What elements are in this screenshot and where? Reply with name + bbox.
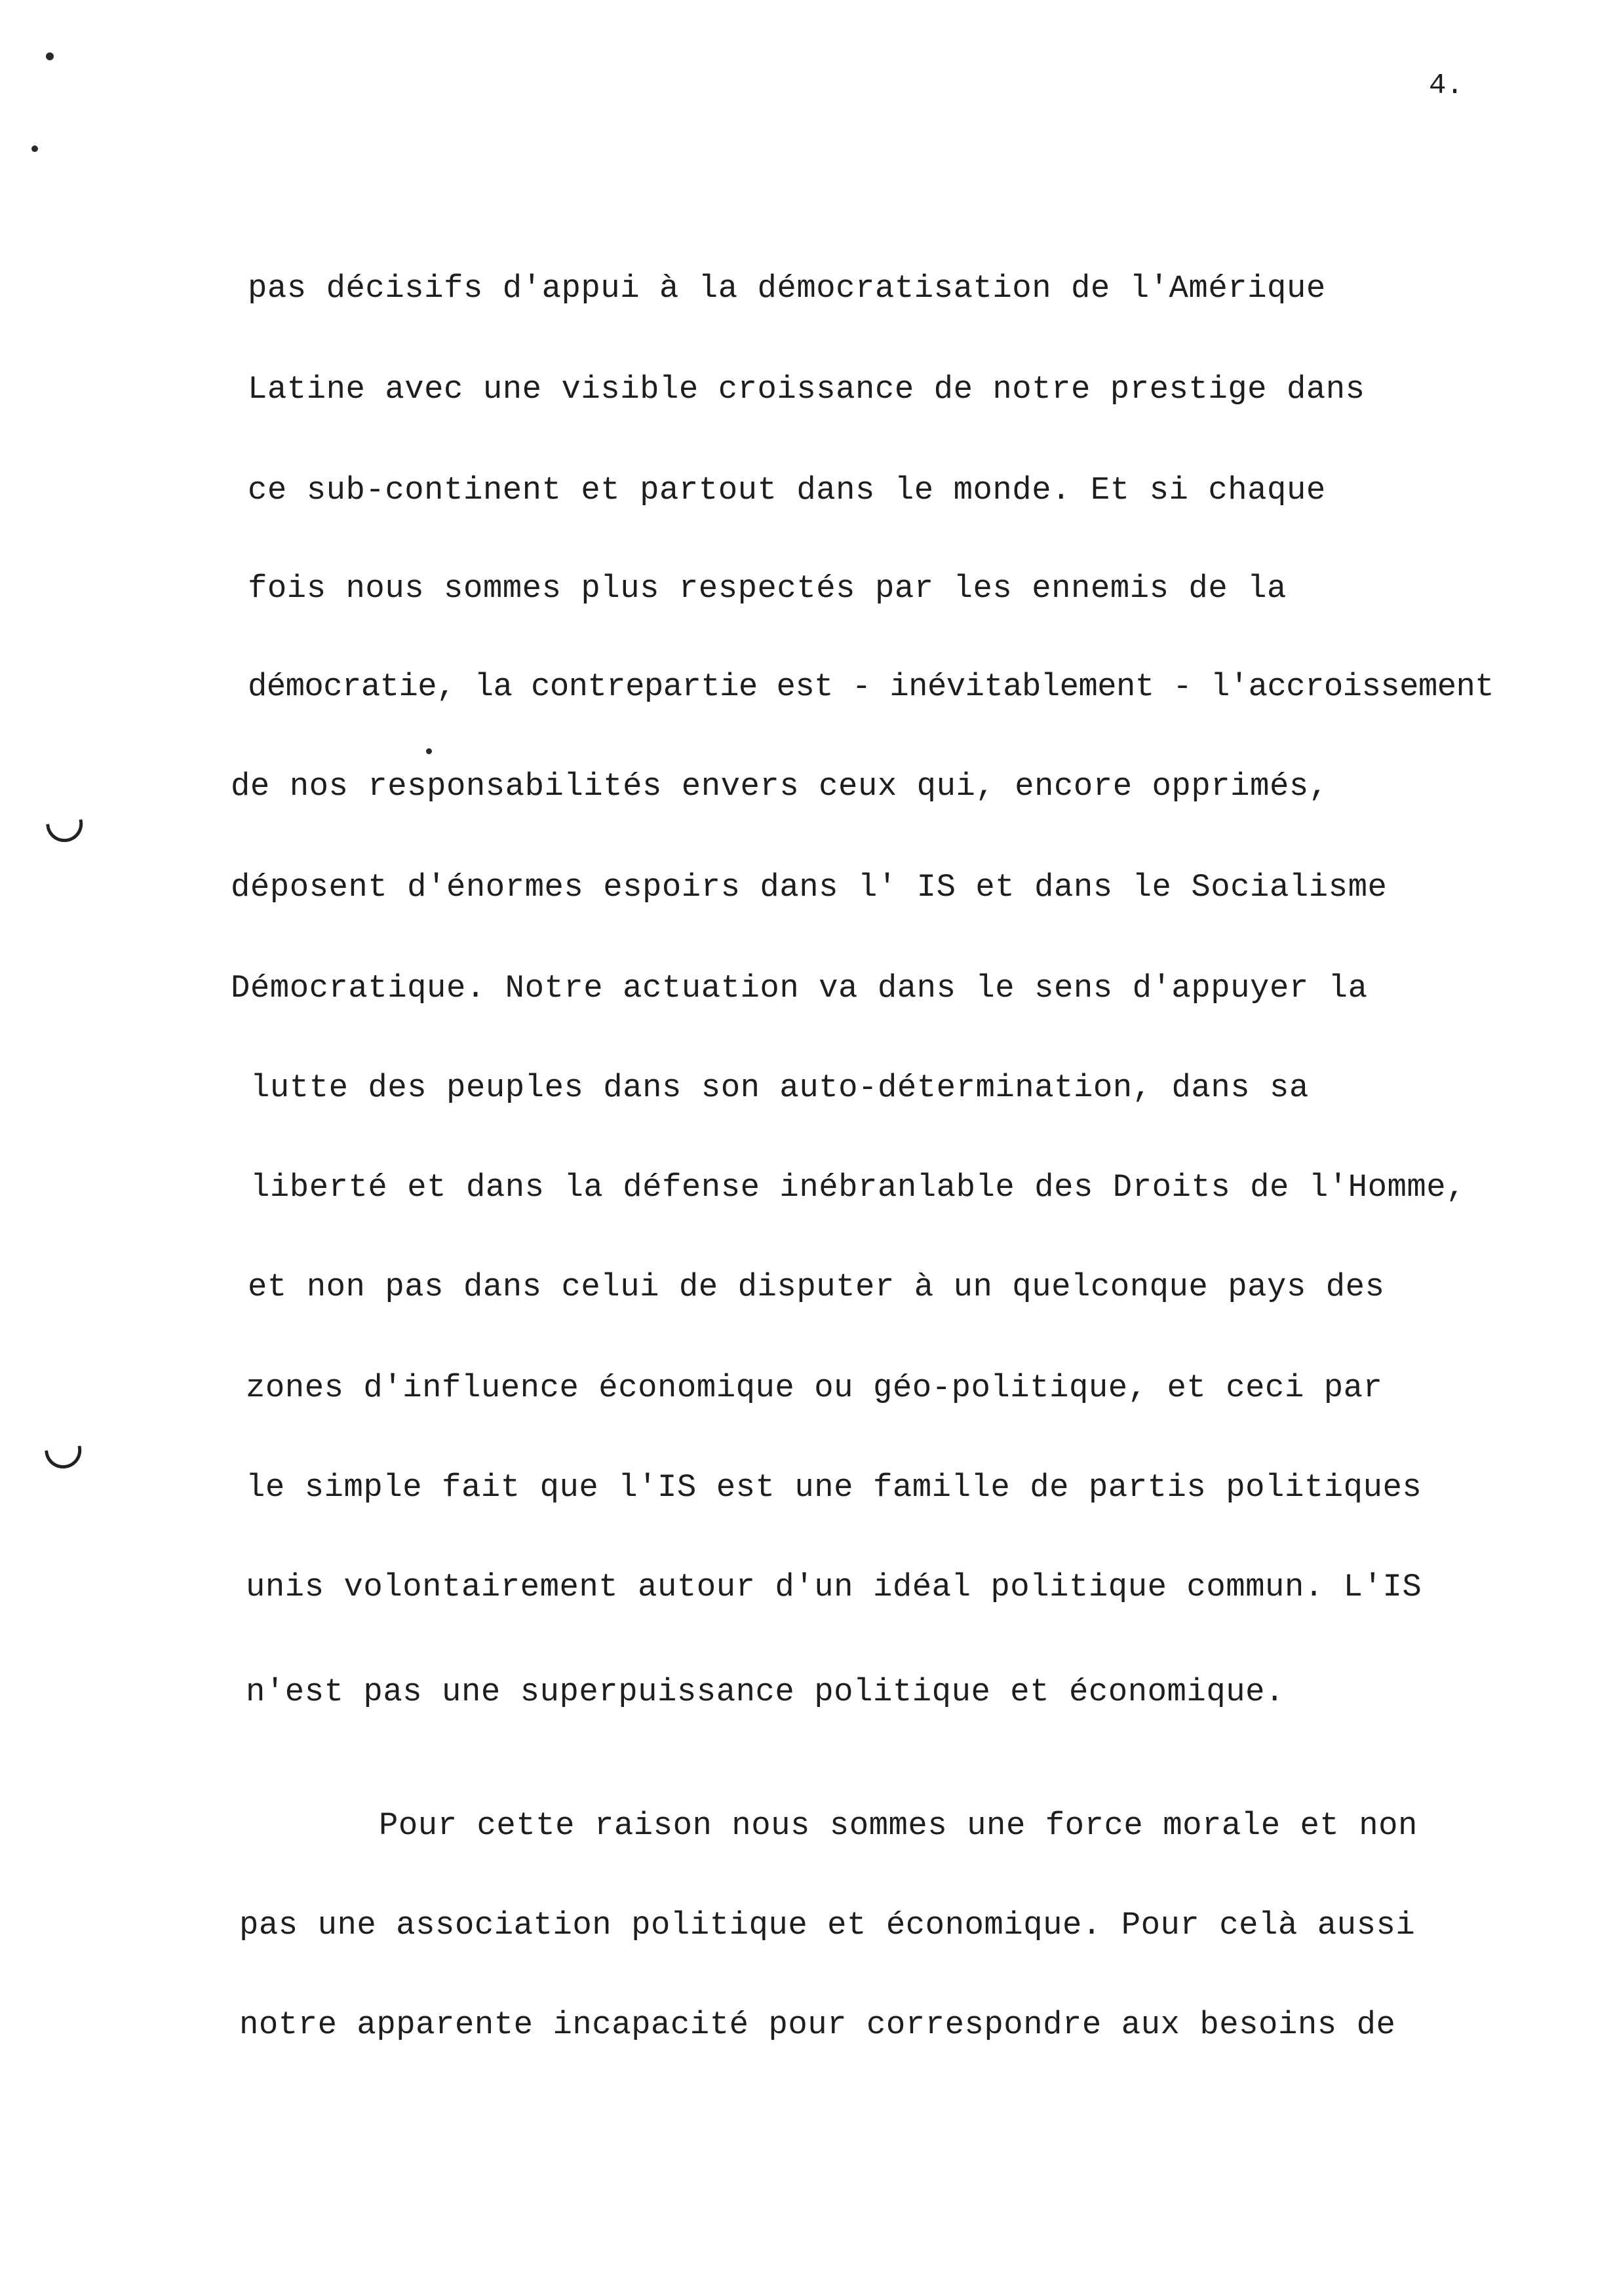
- margin-dot-mark: [46, 52, 54, 60]
- text-line: fois nous sommes plus respectés par les ennemis de la: [248, 570, 1287, 607]
- text-line: et non pas dans celui de disputer à un quelconque pays des: [248, 1269, 1385, 1305]
- text-line: liberté et dans la défense inébranlable des Droits de l'Homme,: [250, 1169, 1466, 1206]
- text-line: démocratie, la contrepartie est - inévitablement - l'accroissement: [248, 668, 1494, 705]
- text-line: pas une association politique et économique. Pour celà aussi: [239, 1907, 1416, 1943]
- text-line: le simple fait que l'IS est une famille de partis politiques: [246, 1469, 1422, 1506]
- text-line: ce sub-continent et partout dans le monde. Et si chaque: [248, 472, 1326, 508]
- text-line: déposent d'énormes espoirs dans l' IS et dans le Socialisme: [231, 869, 1388, 906]
- text-line: lutte des peuples dans son auto-détermination, dans sa: [250, 1069, 1309, 1106]
- text-line: pas décisifs d'appui à la démocratisation de l'Amérique: [248, 270, 1326, 307]
- margin-curl-mark: [45, 1445, 84, 1470]
- text-line: Pour cette raison nous sommes une force morale et non: [379, 1807, 1418, 1844]
- text-line: unis volontairement autour d'un idéal politique commun. L'IS: [246, 1569, 1422, 1605]
- text-line: n'est pas une superpuissance politique et économique.: [246, 1674, 1285, 1710]
- text-line: de nos responsabilités envers ceux qui, encore opprimés,: [231, 768, 1329, 805]
- margin-dot-mark: [31, 145, 38, 152]
- text-line: notre apparente incapacité pour correspondre aux besoins de: [239, 2006, 1396, 2043]
- margin-curl-mark: [46, 819, 85, 844]
- stray-mark: [426, 748, 432, 754]
- text-line: zones d'influence économique ou géo-politique, et ceci par: [246, 1369, 1383, 1406]
- text-line: Démocratique. Notre actuation va dans le sens d'appuyer la: [231, 970, 1368, 1006]
- text-line: Latine avec une visible croissance de notre prestige dans: [248, 371, 1365, 408]
- page-number: 4.: [1429, 69, 1464, 102]
